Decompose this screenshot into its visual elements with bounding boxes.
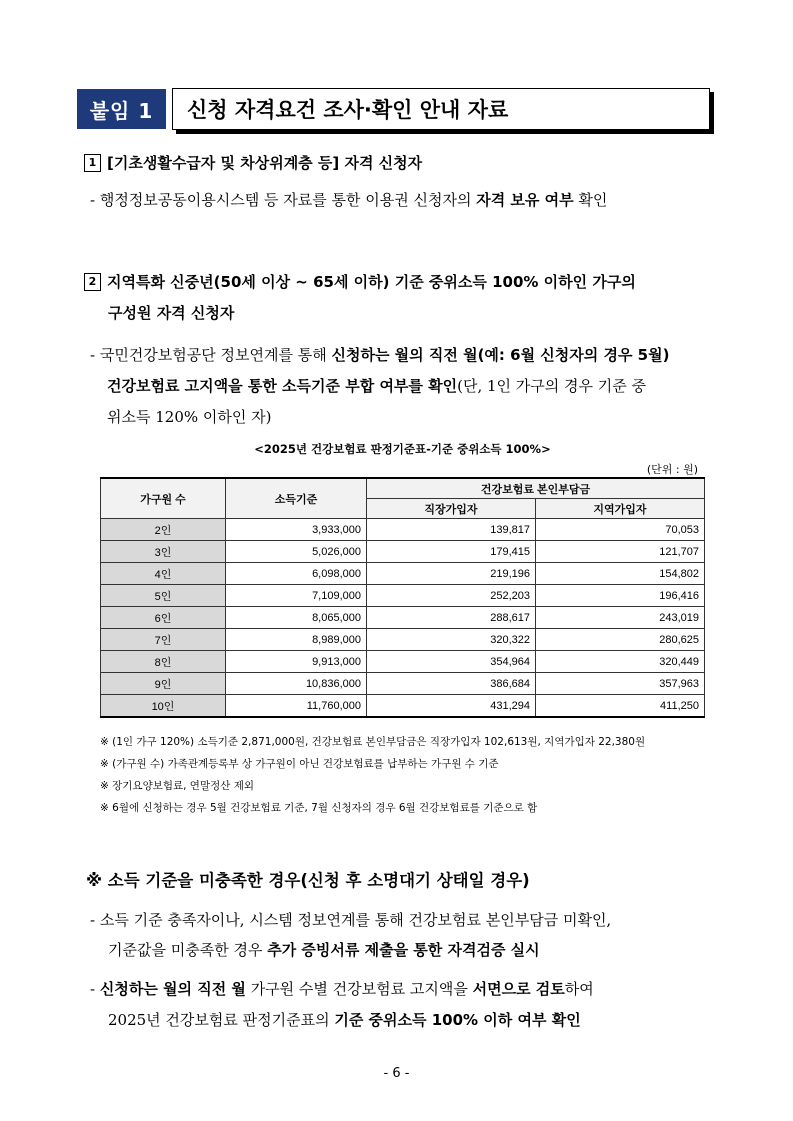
regional-cell: 280,625 [536, 629, 705, 651]
employee-cell: 252,203 [367, 585, 536, 607]
table-row [101, 519, 705, 541]
section1-number: 1 [84, 154, 101, 172]
regional-cell: 357,963 [536, 673, 705, 695]
income-cell: 7,109,000 [226, 585, 367, 607]
section3-b4-prefix: 2025년 건강보험료 판정기준표의 [108, 1011, 335, 1029]
employee-cell: 219,196 [367, 563, 536, 585]
section2-heading-text: 지역특화 신중년(50세 이상 ~ 65세 이하) 기준 중위소득 100% 이하인 가구의 [107, 273, 636, 291]
employee-cell: 139,817 [367, 519, 536, 541]
col-household: 가구원 수 [101, 478, 226, 519]
employee-cell: 179,415 [367, 541, 536, 563]
section1-bullet-bold: 자격 보유 여부 [476, 191, 574, 209]
employee-cell: 320,322 [367, 629, 536, 651]
section2-bullet-line1 [90, 339, 669, 371]
income-cell: 8,065,000 [226, 607, 367, 629]
section1-bullet-prefix: - 행정정보공동이용시스템 등 자료를 통한 이용권 신청자의 [90, 191, 477, 209]
table-row [101, 629, 705, 651]
section3-b3-bold2: 서면으로 검토 [472, 980, 565, 998]
section3-b3-mid: 가구원 수별 건강보험료 고지액을 [245, 980, 473, 998]
employee-cell: 288,617 [367, 607, 536, 629]
section3-bullet-line2 [108, 934, 540, 966]
income-cell: 5,026,000 [226, 541, 367, 563]
section2-b1-bold: 신청하는 월의 직전 월(예: 6월 신청자의 경우 5월) [331, 346, 670, 364]
attachment-badge: 붙임 1 [77, 89, 166, 129]
table-row [101, 695, 705, 718]
page-title [172, 88, 710, 130]
table-row [101, 563, 705, 585]
section1-heading [84, 148, 422, 178]
table-row [101, 541, 705, 563]
section2-b2-bold: 건강보험료 고지액을 통한 소득기준 부합 여부를 확인 [107, 377, 458, 395]
regional-cell: 121,707 [536, 541, 705, 563]
income-cell: 8,989,000 [226, 629, 367, 651]
household-cell: 8인 [101, 651, 226, 673]
section3-b3-prefix: - [90, 980, 100, 998]
premium-table [100, 477, 705, 718]
col-regional: 지역가입자 [536, 499, 705, 519]
note-item: ※ 장기요양보험료, 연말정산 제외 [100, 780, 255, 792]
section3-bullet-line3 [90, 973, 594, 1005]
income-cell: 3,933,000 [226, 519, 367, 541]
household-cell: 2인 [101, 519, 226, 541]
section3-bullet-line4 [108, 1004, 581, 1036]
section2-heading [84, 267, 636, 297]
section3-heading: ※ 소득 기준을 미충족한 경우(신청 후 소명대기 상태일 경우) [86, 871, 530, 890]
income-cell: 6,098,000 [226, 563, 367, 585]
household-cell: 6인 [101, 607, 226, 629]
table-row [101, 673, 705, 695]
section3-b4-bold: 기준 중위소득 100% 이하 여부 확인 [334, 1011, 581, 1029]
section1-bullet [90, 184, 607, 216]
table-title: <2025년 건강보험료 판정기준표-기준 중위소득 100%> [254, 442, 551, 456]
section2-heading-line2: 구성원 자격 신청자 [108, 304, 235, 322]
income-cell: 10,836,000 [226, 673, 367, 695]
note-item: ※ (가구원 수) 가족관계등록부 상 가구원이 아닌 건강보험료를 납부하는 가구원 수 기준 [100, 758, 499, 770]
regional-cell: 196,416 [536, 585, 705, 607]
table-unit: (단위 : 원) [646, 463, 698, 476]
regional-cell: 154,802 [536, 563, 705, 585]
section2-bullet-line3: 위소득 120% 이하인 자) [107, 408, 272, 426]
table-row [101, 651, 705, 673]
section1-bullet-suffix: 확인 [573, 191, 608, 209]
household-cell: 10인 [101, 695, 226, 718]
employee-cell: 354,964 [367, 651, 536, 673]
household-cell: 9인 [101, 673, 226, 695]
employee-cell: 431,294 [367, 695, 536, 718]
income-cell: 9,913,000 [226, 651, 367, 673]
table-row [101, 607, 705, 629]
section3-b3-suffix: 하여 [564, 980, 594, 998]
note-item: ※ 6월에 신청하는 경우 5월 건강보험료 기준, 7월 신청자의 경우 6월 건강보험료를 기준으로 함 [100, 802, 538, 814]
section3-bullet-line1: - 소득 기준 충족자이나, 시스템 정보연계를 통해 건강보험료 본인부담금 미확인, [90, 911, 612, 929]
section2-number: 2 [84, 273, 101, 291]
household-cell: 3인 [101, 541, 226, 563]
section3-b2-prefix: 기준값을 미충족한 경우 [108, 941, 268, 959]
regional-cell: 70,053 [536, 519, 705, 541]
section2-b1-prefix: - 국민건강보험공단 정보연계를 통해 [90, 346, 332, 364]
col-income: 소득기준 [226, 478, 367, 519]
note-item: ※ (1인 가구 120%) 소득기준 2,871,000원, 건강보험료 본인부담금은 직장가입자 102,613원, 지역가입자 22,380원 [100, 736, 646, 748]
table-row [101, 585, 705, 607]
section2-bullet-line2 [107, 370, 646, 402]
regional-cell: 243,019 [536, 607, 705, 629]
col-employee: 직장가입자 [367, 499, 536, 519]
household-cell: 7인 [101, 629, 226, 651]
section3-b2-bold: 추가 증빙서류 제출을 통한 자격검증 실시 [267, 941, 540, 959]
household-cell: 5인 [101, 585, 226, 607]
notes [100, 731, 645, 819]
regional-cell: 411,250 [536, 695, 705, 718]
section2-b2-suffix: (단, 1인 가구의 경우 기준 중 [457, 377, 647, 395]
income-cell: 11,760,000 [226, 695, 367, 718]
employee-cell: 386,684 [367, 673, 536, 695]
regional-cell: 320,449 [536, 651, 705, 673]
col-premium: 건강보험료 본인부담금 [367, 478, 705, 499]
section3-b3-bold1: 신청하는 월의 직전 월 [99, 980, 246, 998]
household-cell: 4인 [101, 563, 226, 585]
page-number: - 6 - [383, 1066, 410, 1081]
section1-heading-text: [기초생활수급자 및 차상위계층 등] 자격 신청자 [107, 154, 423, 172]
page-title-text: 신청 자격요건 조사·확인 안내 자료 [187, 98, 509, 122]
